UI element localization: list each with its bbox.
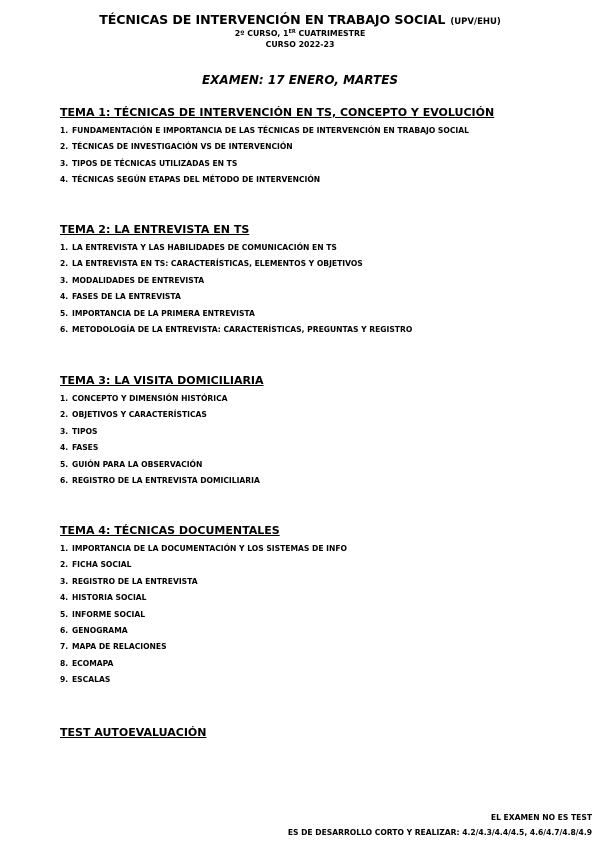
item-text: INFORME SOCIAL — [72, 609, 146, 619]
item-text: LA ENTREVISTA EN TS: CARACTERÍSTICAS, ELEMENTOS Y OBJETIVOS — [72, 259, 363, 269]
item-text: IMPORTANCIA DE LA DOCUMENTACIÓN Y LOS SISTEMAS DE INFO — [72, 544, 347, 553]
item-number: 3. — [60, 158, 69, 168]
topic-4-section — [60, 524, 596, 689]
list-item — [60, 623, 596, 639]
topic-2-section — [60, 223, 596, 338]
item-text: CONCEPTO Y DIMENSIÓN HISTÓRICA — [72, 394, 228, 403]
course-superscript: ER — [288, 29, 296, 35]
list-item — [60, 322, 596, 338]
item-number: 2. — [60, 259, 69, 269]
list-item — [60, 440, 596, 456]
item-number: 3. — [60, 576, 69, 586]
list-item — [60, 156, 596, 172]
test-autoevaluacion-heading: TEST AUTOEVALUACIÓN — [60, 726, 207, 739]
footer-note-line-2: ES DE DESARROLLO CORTO Y REALIZAR: 4.2/4.3/4.4/4.5, 4.6/4.7/4.8/4.9 — [287, 828, 592, 837]
item-number: 2. — [60, 142, 69, 152]
item-text: ECOMAPA — [72, 658, 114, 668]
item-number: 4. — [60, 593, 69, 603]
item-number: 6. — [60, 625, 69, 635]
list-item — [60, 541, 596, 557]
item-number: 1. — [60, 126, 69, 135]
list-item — [60, 240, 596, 256]
item-number: 3. — [60, 426, 69, 436]
item-text: TÉCNICAS SEGÚN ETAPAS DEL MÉTODO DE INTERVENCIÓN — [72, 175, 321, 185]
topic-2-title: TEMA 2: LA ENTREVISTA EN TS — [60, 223, 250, 236]
item-text: LA ENTREVISTA Y LAS HABILIDADES DE COMUNICACIÓN EN TS — [72, 243, 337, 252]
item-text: OBJETIVOS Y CARACTERÍSTICAS — [72, 410, 207, 420]
item-number: 6. — [60, 324, 69, 334]
topic-3-section — [60, 374, 596, 489]
item-number: 7. — [60, 642, 69, 652]
item-number: 4. — [60, 175, 69, 185]
topic-1-title: TEMA 1: TÉCNICAS DE INTERVENCIÓN EN TS, CONCEPTO Y EVOLUCIÓN — [60, 106, 495, 119]
item-number: 6. — [60, 475, 69, 485]
topic-4-title: TEMA 4: TÉCNICAS DOCUMENTALES — [60, 524, 280, 537]
item-number: 8. — [60, 658, 69, 668]
course-suffix: CUATRIMESTRE — [295, 29, 366, 38]
course-year: CURSO 2022-23 — [265, 40, 335, 49]
list-item — [60, 289, 596, 305]
list-item — [60, 574, 596, 590]
document-title — [0, 9, 600, 28]
item-text: FUNDAMENTACIÓN E IMPORTANCIA DE LAS TÉCNICAS DE INTERVENCIÓN EN TRABAJO SOCIAL — [72, 126, 469, 135]
list-item — [60, 172, 596, 188]
item-text: REGISTRO DE LA ENTREVISTA — [72, 576, 198, 586]
item-number: 4. — [60, 292, 69, 302]
list-item — [60, 391, 596, 407]
title-text: TÉCNICAS DE INTERVENCIÓN EN TRABAJO SOCIAL — [99, 12, 446, 27]
course-prefix: 2º CURSO, 1 — [234, 29, 289, 38]
item-text: TIPOS DE TÉCNICAS UTILIZADAS EN TS — [72, 158, 238, 168]
list-item — [60, 557, 596, 573]
course-line — [0, 29, 600, 38]
list-item — [60, 273, 596, 289]
topic-1-section — [60, 106, 596, 189]
item-text: IMPORTANCIA DE LA PRIMERA ENTREVISTA — [72, 308, 255, 318]
item-text: FICHA SOCIAL — [72, 560, 132, 570]
exam-date: EXAMEN: 17 ENERO, MARTES — [201, 73, 399, 87]
list-item — [60, 256, 596, 272]
item-number: 5. — [60, 459, 69, 469]
item-text: FASES — [72, 443, 99, 453]
list-item — [60, 123, 596, 139]
item-number: 5. — [60, 609, 69, 619]
item-number: 1. — [60, 394, 69, 403]
topic-2-list — [60, 240, 596, 338]
item-text: METODOLOGÍA DE LA ENTREVISTA: CARACTERÍSTICAS, PREGUNTAS Y REGISTRO — [72, 324, 413, 334]
item-text: ESCALAS — [72, 675, 111, 685]
footer-note-line-1: EL EXAMEN NO ES TEST — [490, 813, 592, 822]
item-text: FASES DE LA ENTREVISTA — [72, 292, 181, 302]
list-item — [60, 639, 596, 655]
item-number: 5. — [60, 308, 69, 318]
list-item — [60, 457, 596, 473]
list-item — [60, 306, 596, 322]
list-item — [60, 139, 596, 155]
item-number: 2. — [60, 410, 69, 420]
item-text: MODALIDADES DE ENTREVISTA — [72, 275, 205, 285]
list-item — [60, 607, 596, 623]
list-item — [60, 424, 596, 440]
item-number: 2. — [60, 560, 69, 570]
item-text: TIPOS — [72, 426, 98, 436]
item-text: HISTORIA SOCIAL — [72, 593, 147, 603]
item-number: 9. — [60, 675, 69, 685]
list-item — [60, 656, 596, 672]
topic-1-list — [60, 123, 596, 189]
item-number: 3. — [60, 275, 69, 285]
item-text: TÉCNICAS DE INVESTIGACIÓN VS DE INTERVENCIÓN — [72, 142, 293, 152]
topic-3-list — [60, 391, 596, 489]
item-text: MAPA DE RELACIONES — [72, 642, 167, 652]
item-number: 1. — [60, 243, 69, 252]
list-item — [60, 473, 596, 489]
item-text: GUIÓN PARA LA OBSERVACIÓN — [72, 459, 203, 469]
list-item — [60, 672, 596, 688]
topic-3-title: TEMA 3: LA VISITA DOMICILIARIA — [60, 374, 264, 387]
list-item — [60, 590, 596, 606]
topic-4-list — [60, 541, 596, 689]
item-number: 1. — [60, 544, 69, 553]
item-text: REGISTRO DE LA ENTREVISTA DOMICILIARIA — [72, 475, 260, 485]
item-number: 4. — [60, 443, 69, 453]
list-item — [60, 407, 596, 423]
institution-label: (UPV/EHU) — [450, 17, 501, 27]
item-text: GENOGRAMA — [72, 625, 128, 635]
